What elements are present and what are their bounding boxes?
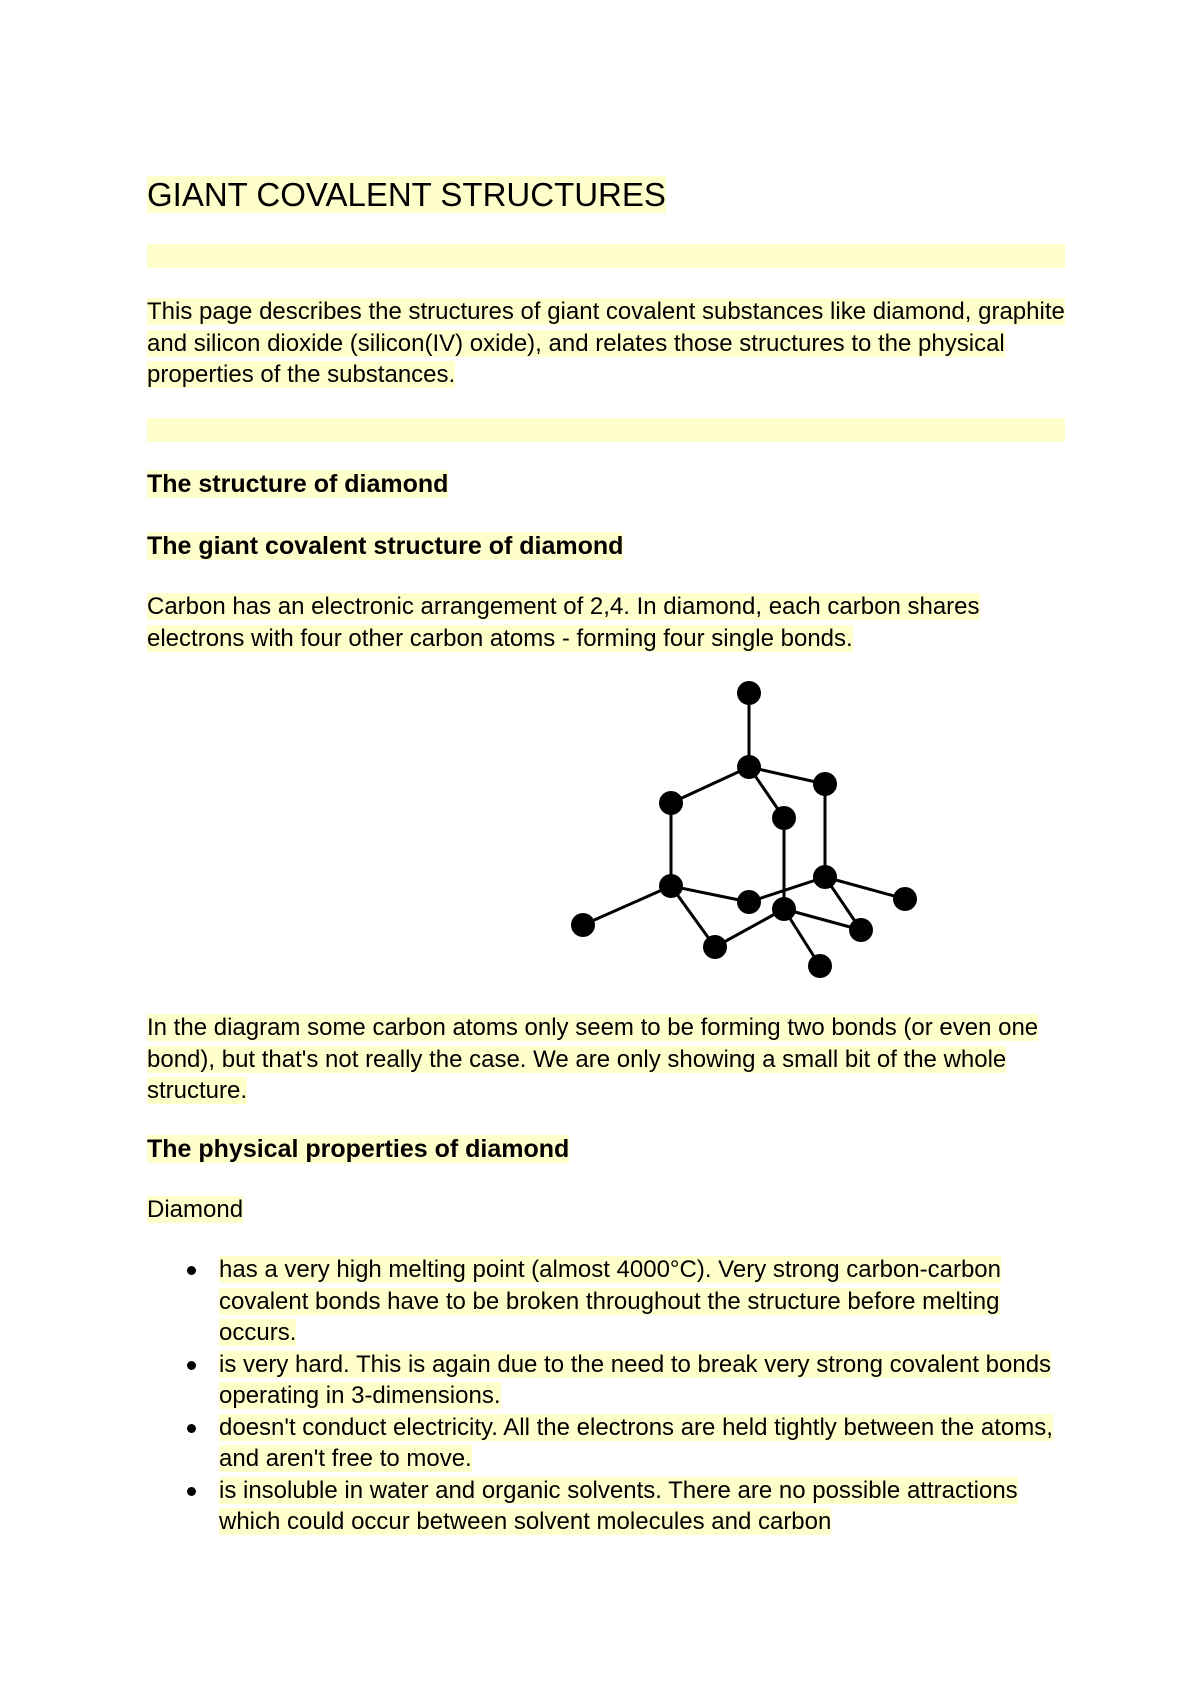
- bullet-icon: [187, 1424, 196, 1433]
- subheading-structure: The giant covalent structure of diamond: [147, 532, 624, 560]
- diamond-structure-diagram: [427, 672, 947, 992]
- intro-paragraph: This page describes the structures of giant covalent substances like diamond, graphite and silicon dioxide (silicon(IV) oxide), and relates those structures to the physical properties of the substances.: [147, 298, 1065, 388]
- carbon-atom: [813, 772, 837, 796]
- highlight-band: [147, 418, 1065, 442]
- subheading-properties: The physical properties of diamond: [147, 1135, 570, 1163]
- carbon-atom: [737, 681, 761, 705]
- carbon-atom: [772, 806, 796, 830]
- carbon-atom: [849, 918, 873, 942]
- structure-paragraph: Carbon has an electronic arrangement of 2,4. In diamond, each carbon shares electrons with four other carbon atoms - forming four single bonds.: [147, 593, 980, 652]
- bullet-icon: [187, 1361, 196, 1370]
- section-heading: The structure of diamond: [147, 470, 449, 498]
- bond: [671, 767, 749, 803]
- carbon-atom: [772, 897, 796, 921]
- carbon-atom: [571, 913, 595, 937]
- list-item: is very hard. This is again due to the need to break very strong covalent bonds operating in 3-dimensions.: [147, 1349, 1065, 1412]
- page-title: GIANT COVALENT STRUCTURES: [147, 176, 666, 213]
- list-item: has a very high melting point (almost 4000°C). Very strong carbon-carbon covalent bonds have to be broken throughout the structure before melting occurs.: [147, 1254, 1065, 1349]
- carbon-atom: [813, 865, 837, 889]
- bullet-icon: [187, 1266, 196, 1275]
- carbon-atom: [659, 791, 683, 815]
- carbon-atom: [808, 954, 832, 978]
- list-item: is insoluble in water and organic solvents. There are no possible attractions which could occur between solvent molecules and carbon: [147, 1475, 1065, 1538]
- bullet-icon: [187, 1487, 196, 1496]
- carbon-atom: [737, 890, 761, 914]
- diagram-note-paragraph: In the diagram some carbon atoms only seem to be forming two bonds (or even one bond), but that's not really the case. We are only showing a small bit of the whole structure.: [147, 1014, 1039, 1104]
- list-item: doesn't conduct electricity. All the electrons are held tightly between the atoms, and aren't free to move.: [147, 1412, 1065, 1475]
- properties-list: [147, 1254, 1065, 1538]
- properties-lead: Diamond: [147, 1196, 244, 1223]
- highlight-band: [147, 244, 1065, 268]
- bond: [583, 886, 671, 925]
- atoms: [571, 681, 917, 978]
- carbon-atom: [659, 874, 683, 898]
- carbon-atom: [703, 935, 727, 959]
- carbon-atom: [737, 755, 761, 779]
- carbon-atom: [893, 887, 917, 911]
